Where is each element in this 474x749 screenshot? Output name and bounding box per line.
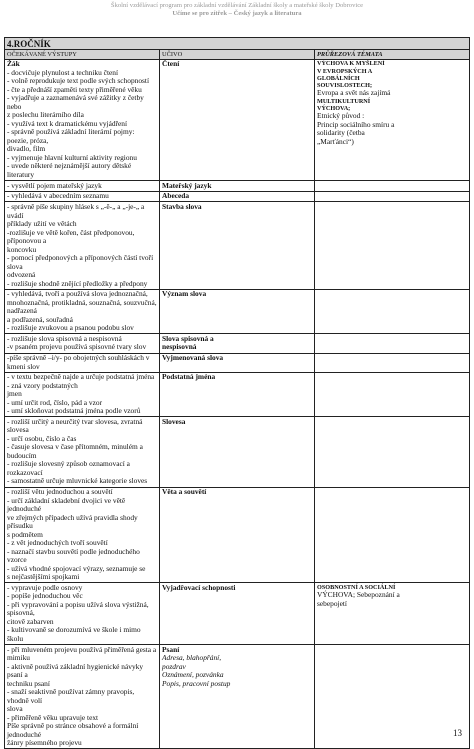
outputs-cell	[5, 191, 160, 202]
output-line: divadlo, film	[7, 144, 46, 154]
output-line: citově zabarven	[7, 616, 54, 626]
page-header	[0, 2, 474, 18]
content-cell	[160, 334, 315, 353]
table-row	[5, 487, 470, 583]
themes-cell	[315, 334, 470, 353]
theme-heading: GLOBÁLNÍCH	[317, 74, 360, 82]
output-line: - samostatně určuje mluvnické kategorie sloves	[7, 476, 148, 486]
output-line: - pomocí předponových a příponových částí tvoří slova	[7, 253, 154, 271]
curriculum-table	[4, 37, 470, 749]
output-line: žánry písemného projevu	[7, 738, 82, 748]
output-line: koncovku	[7, 244, 37, 254]
col-header-content: UČIVO	[160, 50, 315, 60]
output-line: -píše správně –i/y- po obojetných souhláskách v kmeni slov	[7, 353, 150, 371]
output-line: odvozená	[7, 270, 36, 280]
output-line: s nejčastějšími spojkami	[7, 572, 80, 582]
content-topic: Význam slova	[162, 289, 207, 299]
output-line: - popíše jednoduchou věc	[7, 591, 83, 601]
themes-cell	[315, 372, 470, 417]
table-row	[5, 181, 470, 192]
content-cell	[160, 644, 315, 748]
output-line: - při vypravování a popisu užívá slova výstižná, spisovná,	[7, 599, 149, 618]
themes-cell	[315, 487, 470, 583]
output-line: - kultivovaně se dorozumívá ve škole i mimo školu	[7, 625, 141, 643]
content-cell	[160, 353, 315, 372]
theme-heading: V EVROPSKÝCH A	[317, 67, 373, 75]
content-cell	[160, 181, 315, 192]
output-line: Žák	[7, 59, 20, 69]
content-cell	[160, 191, 315, 202]
theme-heading: SOUVISLOSTECH;	[317, 82, 373, 90]
theme-text: Etnický původ :	[317, 111, 365, 121]
output-line: - aktivně používá základní hygienické návyky psaní a	[7, 661, 144, 680]
output-line: - užívá vhodné spojovací výrazy, seznamuje se	[7, 563, 146, 573]
themes-cell	[315, 202, 470, 289]
table-row	[5, 191, 470, 202]
theme-text: Princip sociálního smíru a	[317, 119, 395, 129]
output-line: - vyjadřuje a zaznamenává své zážitky z četby nebo	[7, 93, 144, 111]
content-topic: nespisovná	[162, 342, 197, 352]
themes-cell	[315, 59, 470, 180]
output-line: - rozlišuje zvukovou a psanou podobu slov	[7, 323, 134, 333]
table-row	[5, 59, 470, 180]
output-line: - rozlišuje slova spisovná a nespisovná	[7, 333, 122, 343]
content-cell	[160, 487, 315, 583]
content-cell	[160, 202, 315, 289]
content-item: Popis, pracovní postup	[162, 678, 231, 688]
output-line: - volně reprodukuje text podle svých schopností	[7, 76, 150, 86]
content-item: Adresa, blahopřání,	[162, 653, 222, 663]
theme-text: „Marťánci“)	[317, 136, 354, 146]
output-line: s podmětem	[7, 529, 43, 539]
output-line: -v psaném projevu používá spisovné tvary slov	[7, 342, 147, 352]
outputs-cell	[5, 372, 160, 417]
table-row	[5, 372, 470, 417]
grade-title: 4.ROČNÍK	[5, 38, 470, 50]
theme-heading: OSOBNOSTNÍ A SOCIÁLNÍ	[317, 583, 396, 591]
table-row	[5, 353, 470, 372]
output-line: příklady užití ve větách	[7, 219, 77, 229]
themes-cell	[315, 583, 470, 645]
output-line: - rozliší určitý a neurčitý tvar slovesa, zvratná slovesa	[7, 416, 143, 435]
table-row	[5, 334, 470, 353]
outputs-cell	[5, 487, 160, 583]
output-line: - umí určit rod, číslo, pád a vzor	[7, 397, 103, 407]
col-header-outputs: OČEKÁVANÉ VÝSTUPY	[5, 50, 160, 60]
page-number: 13	[453, 728, 462, 738]
themes-cell	[315, 417, 470, 487]
table-row	[5, 417, 470, 487]
content-topic: Věta a souvětí	[162, 487, 207, 497]
content-topic: Mateřský jazyk	[162, 180, 212, 190]
output-line: - správně používá základní literární pojmy: poezie, próza,	[7, 127, 135, 145]
table-row	[5, 202, 470, 289]
output-line: - umí skloňovat podstatná jména podle vzorů	[7, 406, 141, 416]
content-topic: Čtení	[162, 59, 180, 69]
themes-cell	[315, 289, 470, 334]
content-topic: Stavba slova	[162, 202, 202, 212]
theme-heading: VÝCHOVA;	[317, 104, 351, 112]
content-topic: Slovesa	[162, 416, 186, 426]
output-line: - vyjmenuje hlavní kulturní aktivity regionu	[7, 152, 137, 162]
output-line: a podřazená, souřadná	[7, 314, 73, 324]
table-row	[5, 583, 470, 645]
themes-cell	[315, 644, 470, 748]
output-line: - zná vzory podstatných	[7, 380, 78, 390]
output-line: - využívá text k dramatickému vyjádření	[7, 118, 128, 128]
output-line: - naznačí stavbu souvětí podle jednoduchého vzorce	[7, 546, 140, 565]
output-line: jmen	[7, 389, 22, 399]
content-topic: Vyjadřovací schopnosti	[162, 582, 236, 592]
output-line: - správně píše skupiny hlásek s „-ě-„ a „-je-„ a uvádí	[7, 202, 145, 220]
output-line: - v textu bezpečně najde a určuje podstatná jména	[7, 372, 155, 382]
output-line: - určí základní skladební dvojici ve větě jednoduché	[7, 495, 126, 514]
content-cell	[160, 372, 315, 417]
theme-text: VÝCHOVA; Sebepoznání a	[317, 590, 400, 600]
table-body	[5, 59, 470, 748]
output-line: -rozlišuje ve větě kořen, část předponovou, příponovou a	[7, 227, 135, 246]
content-cell	[160, 59, 315, 180]
content-topic: Podstatná jména	[162, 372, 216, 382]
output-line: techniku psaní	[7, 678, 50, 688]
output-line: - při mluveném projevu používá přiměřená gesta a mimiku	[7, 644, 157, 663]
output-line: mnohoznačná, protikladná, souznačná, souzvučná, nadřazená	[7, 297, 157, 316]
header-subject: Učíme se pro zítřek – Český jazyk a literatura	[172, 10, 302, 17]
output-line: - vyhledává, tvoří a používá slova jednoznačná,	[7, 289, 148, 299]
content-cell	[160, 289, 315, 334]
output-line: ve zřejmých případech užívá pravidla shody přísudku	[7, 512, 138, 531]
output-line: - časuje slovesa v čase přítomném, minulém a budoucím	[7, 442, 143, 460]
themes-cell	[315, 181, 470, 192]
output-line: - rozlišuje slovesný způsob oznamovací a rozkazovací	[7, 459, 130, 477]
table-row	[5, 644, 470, 748]
output-line: z poslechu literárního díla	[7, 110, 84, 120]
outputs-cell	[5, 289, 160, 334]
output-line: - rozliší větu jednoduchou a souvětí	[7, 487, 113, 497]
content-topic: Slova spisovná a	[162, 333, 214, 343]
output-line: - snaží seaktivně používat zámny pravopis, vhodně volí	[7, 687, 135, 705]
theme-text: Evropa a svět nás zajímá	[317, 88, 391, 98]
grade-row	[5, 38, 470, 50]
content-item: Oznámení, pozvánka	[162, 670, 224, 680]
output-line: - vypravuje podle osnovy	[7, 582, 83, 592]
theme-heading: MULTIKULTURNÍ	[317, 97, 371, 105]
output-line: - vysvětlí pojem mateřský jazyk	[7, 180, 102, 190]
themes-cell	[315, 353, 470, 372]
content-item: pozdrav	[162, 661, 186, 671]
theme-text: sebepojetí	[317, 598, 347, 608]
outputs-cell	[5, 334, 160, 353]
table-row	[5, 289, 470, 334]
outputs-cell	[5, 644, 160, 748]
content-topic: Vyjmenovaná slova	[162, 353, 224, 363]
column-header-row	[5, 50, 470, 60]
outputs-cell	[5, 417, 160, 487]
col-header-themes: PRŮŘEZOVÁ TÉMATA	[315, 50, 470, 60]
output-line: - z vět jednoduchých tvoří souvětí	[7, 538, 108, 548]
output-line: - uvede některé nejznámější autory dětské literatury	[7, 161, 132, 179]
content-topic: Abeceda	[162, 191, 190, 201]
output-line: - vyhledává v abecedním seznamu	[7, 191, 109, 201]
output-line: Píše správně po stránce obsahové a formální jednoduché	[7, 721, 139, 739]
output-line: - určí osobu, číslo a čas	[7, 433, 77, 443]
content-cell	[160, 583, 315, 645]
theme-text: solidarity (četba	[317, 128, 365, 138]
output-line: - přiměřeně věku upravuje text	[7, 712, 99, 722]
output-line: - rozlišuje shodně znějící předložky a předpony	[7, 278, 148, 288]
outputs-cell	[5, 59, 160, 180]
content-topic: Psaní	[162, 644, 180, 654]
outputs-cell	[5, 583, 160, 645]
themes-cell	[315, 191, 470, 202]
outputs-cell	[5, 202, 160, 289]
content-cell	[160, 417, 315, 487]
output-line: - docvičuje plynulost a techniku čtení	[7, 67, 119, 77]
output-line: - čte a přednáší zpaměti texty přiměřené věku	[7, 84, 142, 94]
outputs-cell	[5, 181, 160, 192]
header-school: Školní vzdělávací program pro základní vzdělávání Základní školy a mateřské školy Dobrovice	[110, 2, 364, 9]
output-line: slova	[7, 704, 23, 714]
theme-heading: VÝCHOVA K MYŠLENÍ	[317, 60, 385, 68]
outputs-cell	[5, 353, 160, 372]
